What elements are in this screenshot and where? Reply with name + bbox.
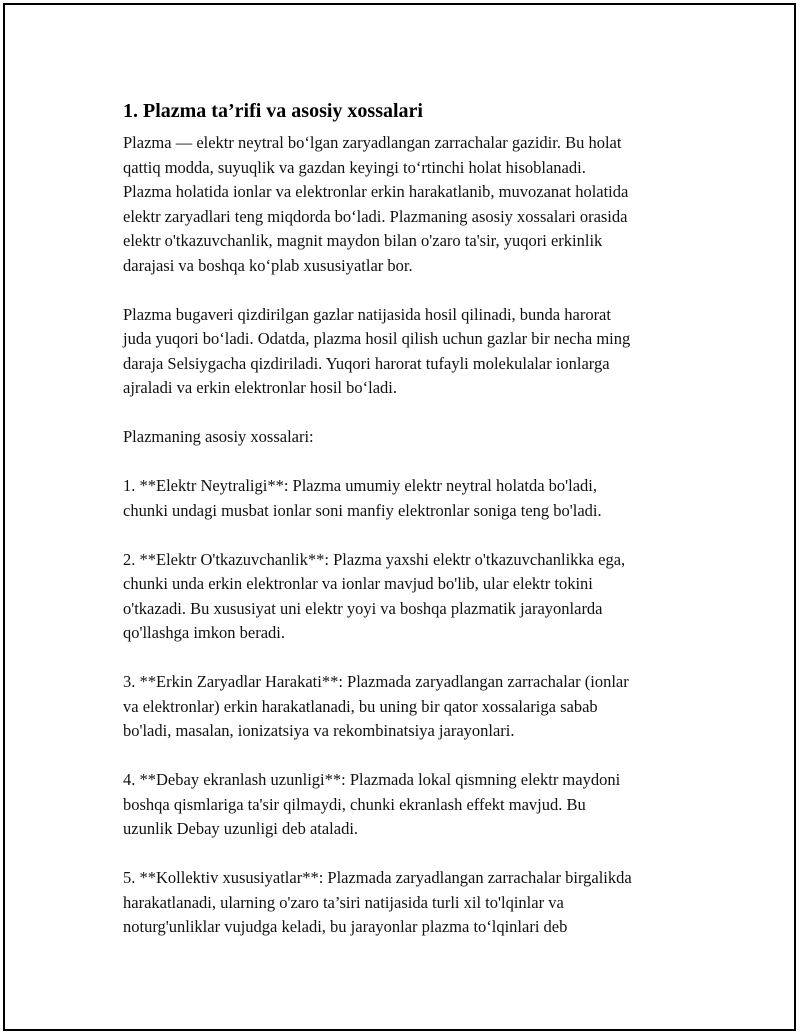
document-body: [120, 97, 700, 940]
section-heading: 1. Plazma ta’rifi va asosiy xossalari: [123, 100, 423, 122]
paragraph-properties-intro: Plazmaning asosiy xossalari:: [123, 427, 314, 446]
list-item-neutrality: 1. **Elektr Neytraligi**: Plazma umumiy elektr neytral holatda bo'ladi, chunki undagi musbat ionlar soni manfiy elektronlar soniga teng bo'ladi.: [123, 476, 602, 520]
list-item-collective: 5. **Kollektiv xususiyatlar**: Plazmada zaryadlangan zarrachalar birgalikda harakatlanadi, ularning o'zaro ta’siri natijasida turli xil to'lqinlar va noturg'unliklar vujudga keladi, bu jarayonlar plazma to‘lqinlari deb: [123, 868, 632, 936]
list-item-debye-length: 4. **Debay ekranlash uzunligi**: Plazmada lokal qismning elektr maydoni boshqa qismlariga ta'sir qilmaydi, chunki ekranlash effekt mavjud. Bu uzunlik Debay uzunligi deb ataladi.: [123, 770, 621, 838]
document-page: [3, 3, 796, 1031]
paragraph-definition: Plazma — elektr neytral bo‘lgan zaryadlangan zarrachalar gazidir. Bu holat qattiq modda, suyuqlik va gazdan keyingi to‘rtinchi holat hisoblanadi. Plazma holatida ionlar va elektronlar erkin harakatlanib, muvozanat holatida elektr zaryadlari teng miqdorda bo‘ladi. Plazmaning asosiy xossalari orasida elektr o'tkazuvchanlik, magnit maydon bilan o'zaro ta'sir, yuqori erkinlik darajasi va boshqa ko‘plab xususiyatlar bor.: [123, 133, 629, 275]
list-item-conductivity: 2. **Elektr O'tkazuvchanlik**: Plazma yaxshi elektr o'tkazuvchanlikka ega, chunki unda erkin elektronlar va ionlar mavjud bo'lib, ular elektr tokini o'tkazadi. Bu xususiyat uni elektr yoyi va boshqa plazmatik jarayonlarda qo'llashga imkon beradi.: [123, 549, 626, 642]
paragraph-formation: Plazma bugaveri qizdirilgan gazlar natijasida hosil qilinadi, bunda harorat juda yuqori bo‘ladi. Odatda, plazma hosil qilish uchun gazlar bir necha ming daraja Selsiygacha qizdiriladi. Yuqori harorat tufayli molekulalar ionlarga ajraladi va erkin elektronlar hosil bo‘ladi.: [123, 304, 631, 397]
list-item-free-charges: 3. **Erkin Zaryadlar Harakati**: Plazmada zaryadlangan zarrachalar (ionlar va elektronlar) erkin harakatlanadi, bu uning bir qator xossalariga sabab bo'ladi, masalan, ionizatsiya va rekombinatsiya jarayonlari.: [123, 672, 629, 740]
